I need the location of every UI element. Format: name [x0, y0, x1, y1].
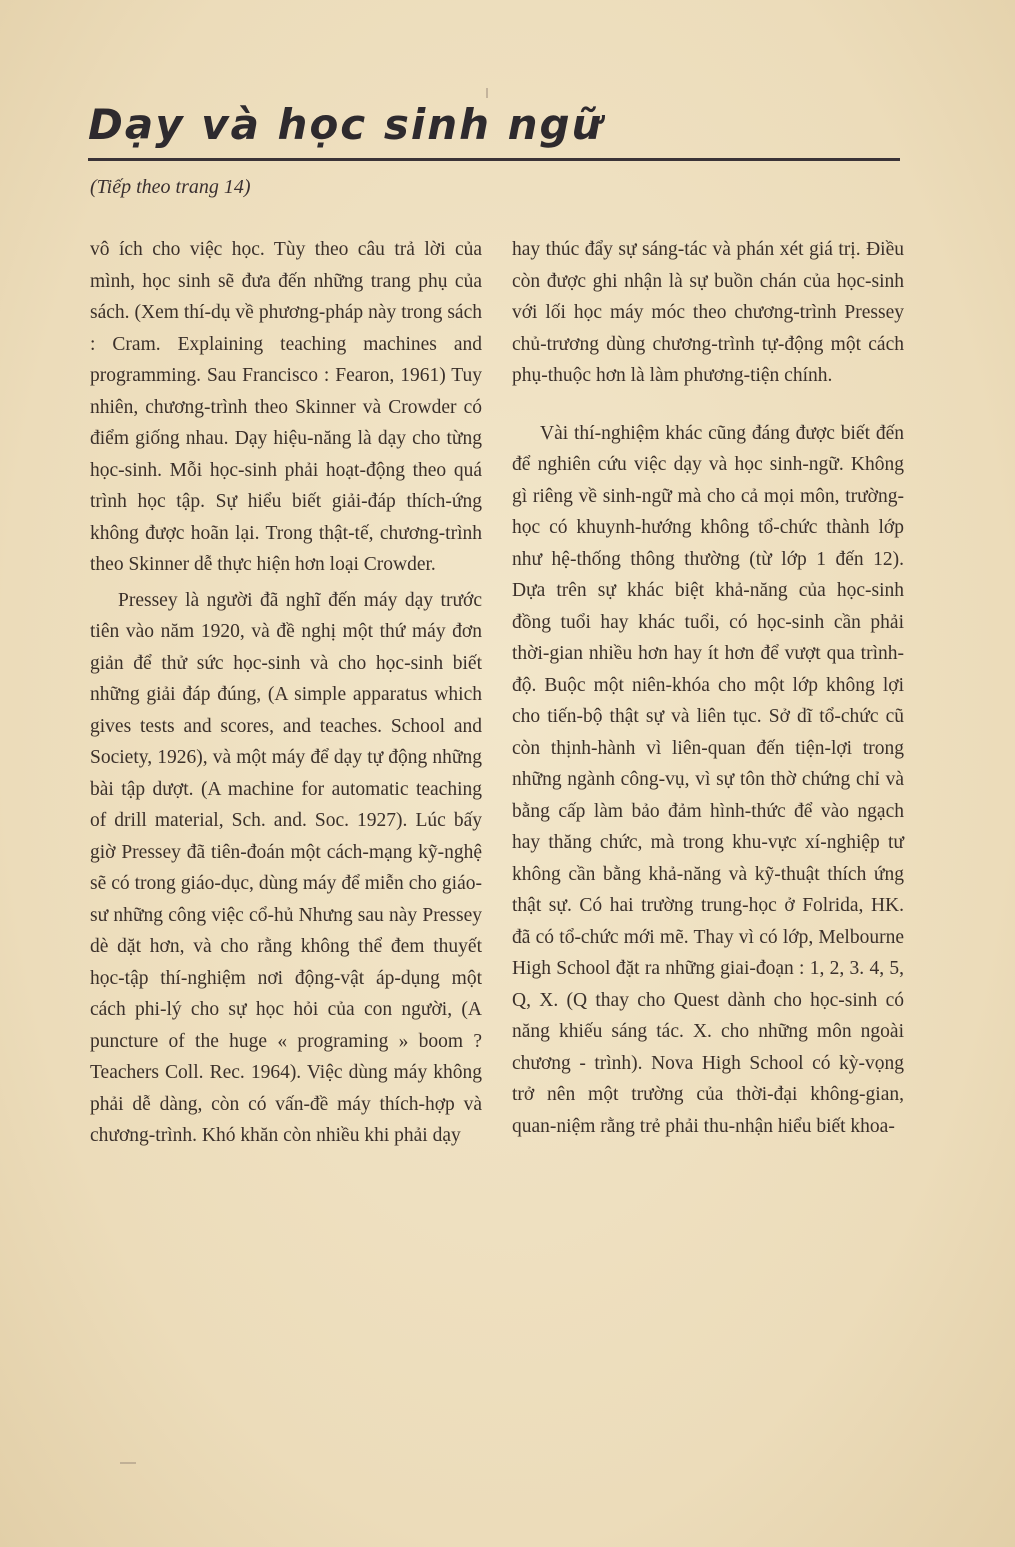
paragraph: Vài thí-nghiệm khác cũng đáng được biết đến để nghiên cứu việc dạy và học sinh-ngữ. Không gì riêng về sinh-ngữ mà cho cả mọi môn, trường-học có khuynh-hướng không tổ-chức thành lớp như hệ-thống thông thường (từ lớp 1 đến 12). Dựa trên sự khác biệt khả-năng của học-sinh đồng tuổi hay khác tuổi, có học-sinh cần phải thời-gian nhiều hơn hay ít hơn để vượt qua trình-độ. Buộc một niên-khóa cho một lớp không lợi cho tiến-bộ thật sự và liên tục. Sở dĩ tổ-chức cũ còn thịnh-hành vì liên-quan đến tiện-lợi trong những ngành công-vụ, vì sự tôn thờ chứng chỉ và bằng cấp làm bảo đảm hình-thức để vào ngạch hay thăng chức, mà trong khu-vực xí-nghiệp tư không cần bằng khả-năng và kỹ-thuật thích ứng thật sự. Có hai trường trung-học ở Folrida, HK. đã có tổ-chức mới mẽ. Thay vì có lớp, Melbourne High School đặt ra những giai-đoạn : 1, 2, 3. 4, 5, Q, X. (Q thay cho Quest dành cho học-sinh có năng khiếu sáng tác. X. cho những môn ngoài chương - trình). Nova High School có kỳ-vọng trở nên một trường của thời-đại không-gian, quan-niệm rằng trẻ phải thu-nhận hiểu biết khoa- — [512, 422, 904, 1137]
title-rule — [88, 158, 900, 161]
ink-speck — [486, 88, 488, 98]
right-column — [512, 234, 904, 1142]
article-title: Dạy và học sinh ngữ — [88, 100, 604, 149]
paragraph: Pressey là người đã nghĩ đến máy dạy trước tiên vào năm 1920, và đề nghị một thứ máy đơn giản để thử sức học-sinh và cho học-sinh biết những giải đáp đúng, (A simple apparatus which gives tests and scores, and teaches. School and Society, 1926), và một máy để dạy tự động những bài tập dượt. (A machine for automatic teaching of drill material, Sch. and. Soc. 1927). Lúc bấy giờ Pressey đã tiên-đoán một cách-mạng kỹ-nghệ sẽ có trong giáo-dục, dùng máy để miễn cho giáo-sư những công việc cổ-hủ Nhưng sau này Pressey dè dặt hơn, và cho rằng không thể đem thuyết học-tập thí-nghiệm nơi động-vật áp-dụng một cách phi-lý cho sự học hỏi của con người, (A puncture of the huge « programing » boom ? Teachers Coll. Rec. 1964). Việc dùng máy không phải dễ dàng, còn có vấn-đề máy thích-hợp và chương-trình. Khó khăn còn nhiều khi phải dạy — [90, 589, 482, 1146]
ink-speck — [120, 1462, 136, 1464]
continued-from-note: (Tiếp theo trang 14) — [90, 176, 251, 198]
left-column — [90, 234, 482, 1152]
paragraph: vô ích cho việc học. Tùy theo câu trả lời của mình, học sinh sẽ đưa đến những trang phụ của sách. (Xem thí-dụ về phương-pháp này trong sách : Cram. Explaining teaching machines and programming. Sau Francisco : Fearon, 1961) Tuy nhiên, chương-trình theo Skinner và Crowder có điểm giống nhau. Dạy hiệu-năng là dạy cho từng học-sinh. Mỗi học-sinh phải hoạt-động theo quá trình học tập. Sự hiểu biết giải-đáp thích-ứng không được hoãn lại. Trong thật-tế, chương-trình theo Skinner dễ thực hiện hơn loại Crowder. — [90, 239, 482, 575]
paragraph: hay thúc đẩy sự sáng-tác và phán xét giá trị. Điều còn được ghi nhận là sự buồn chán của học-sinh với lối học máy móc theo chương-trình Pressey chủ-trương dùng chương-trình tự-động một cách phụ-thuộc hơn là làm phương-tiện chính. — [512, 239, 904, 386]
